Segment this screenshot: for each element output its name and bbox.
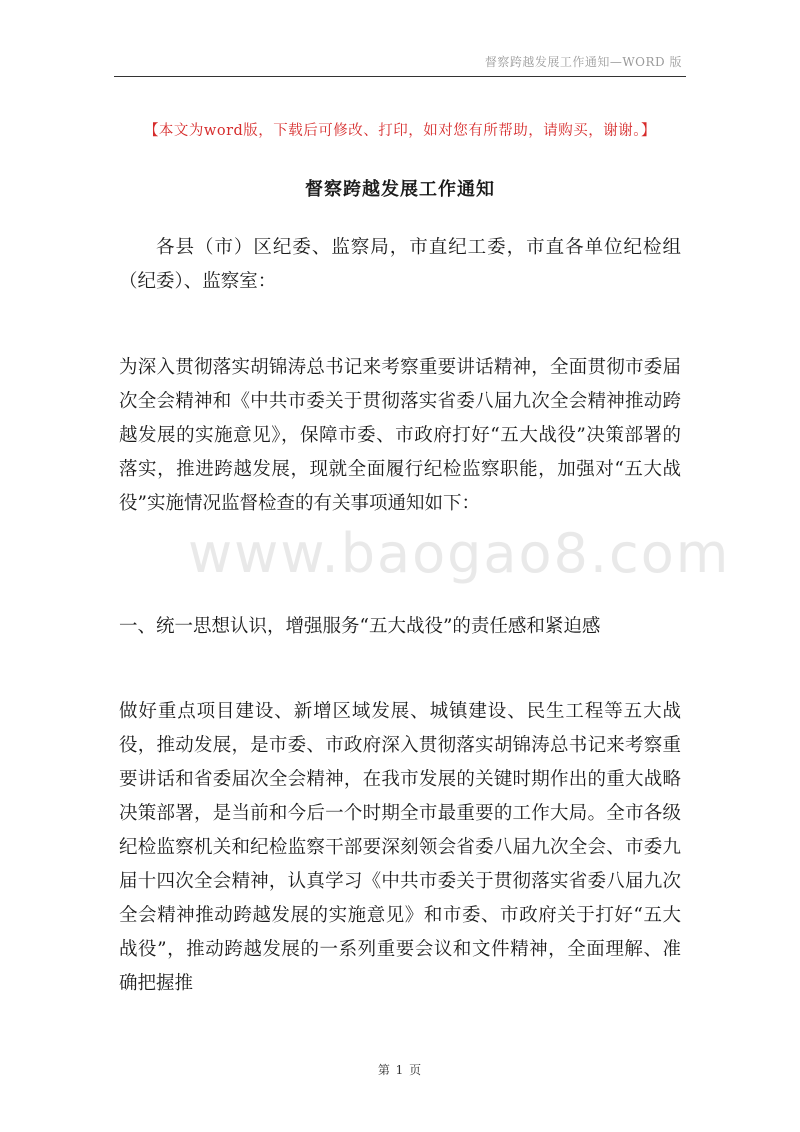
download-notice: 【本文为word版，下载后可修改、打印，如对您有所帮助，请购买，谢谢。】 [143, 123, 657, 139]
salutation-paragraph: 各县（市）区纪委、监察局，市直纪工委，市直各单位纪检组（纪委）、监察室： [119, 237, 681, 292]
running-header: 督察跨越发展工作通知—WORD 版 [484, 55, 682, 69]
section-body-paragraph: 做好重点项目建设、新增区域发展、城镇建设、民生工程等五大战役，推动发展，是市委、市政府深入贯彻落实胡锦涛总书记来考察重要讲话和省委届次全会精神，在我市发展的关键时期作出的重大战略决策部署，是当前和今后一个时期全市最重要的工作大局。全市各级纪检监察机关和纪检监察干部要深刻领会省委八届九次全会、市委九届十四次全会精神，认真学习《中共市委关于贯彻落实省委八届九次全会精神推动跨越发展的实施意见》和市委、市政府关于打好“五大战役”，推动跨越发展的一系列重要会议和文件精神，全面理解、准确把握推 [119, 701, 681, 994]
header-divider [114, 76, 686, 77]
document-title: 督察跨越发展工作通知 [305, 179, 495, 200]
section-heading: 一、统一思想认识，增强服务“五大战役”的责任感和紧迫感 [119, 616, 601, 637]
page-number: 第 1 页 [377, 1063, 423, 1077]
watermark-text: www.baogao8.com [188, 522, 731, 585]
intro-paragraph: 为深入贯彻落实胡锦涛总书记来考察重要讲话精神，全面贯彻市委届次全会精神和《中共市委关于贯彻落实省委八届九次全会精神推动跨越发展的实施意见》，保障市委、市政府打好“五大战役”决策部署的落实，推进跨越发展，现就全面履行纪检监察职能，加强对“五大战役”实施情况监督检查的有关事项通知如下： [119, 357, 681, 514]
